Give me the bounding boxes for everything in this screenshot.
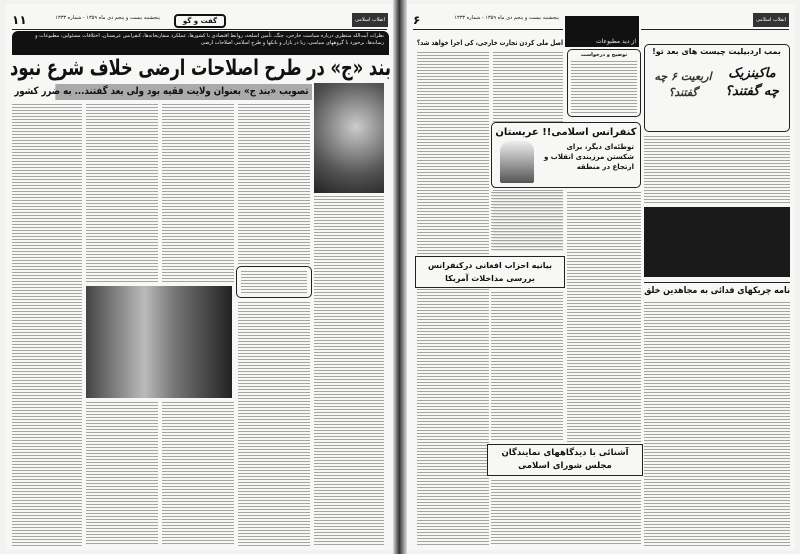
body-text-column — [238, 104, 310, 264]
afghan-statement-title: بیانیه احزاب افغانی درکنفرانس بررسی مداخلات آمریکا — [427, 261, 553, 283]
majlis-box — [487, 444, 643, 476]
afghan-statement-box — [415, 256, 565, 288]
conference-subtitle: توطئه‌ای دیگر، برای شکستن مرزبندی انقلاب و ارتجاع در منطقه — [544, 143, 634, 171]
body-text-column — [238, 302, 310, 546]
fedai-letter-title: نامه چریکهای فدائی به مجاهدین خلق — [644, 286, 790, 296]
clarification-box — [567, 49, 641, 117]
body-text-column — [314, 196, 384, 546]
section-label: گفت و گو — [174, 14, 226, 28]
issue-date: پنجشنبه بیست و پنجم دی ماه ۱۳۵۹ - شماره ۱۳۳۳ — [55, 15, 160, 21]
conference-title: کنفرانس اسلامی!! عربستان — [495, 127, 637, 138]
body-text-column — [491, 480, 641, 546]
cartoon-box — [644, 44, 790, 132]
clarification-title: توضیح و درخواست — [580, 52, 628, 58]
page-number: ۶ — [413, 13, 421, 27]
article-title-foreign-trade: اصل ملی کردن تجارت خارجی، کی اجرا خواهد شد؟ — [416, 39, 563, 47]
cartoon-banner: بمب اردبیلیت چیست های بعد تو! — [652, 47, 781, 56]
summary-banner: نظرات آیت‌الله منتظری درباره سیاست خارجی، جنگ، تأمین اسلحه، روابط اقتصادی با کشورها، عملکرد سفارتخانه‌ها، کنفرانس عربستان، اختلافات مسئولین، مطبوعات و رسانه‌ها، برخورد با گروههای سیاسی، ربا در بازار و بانکها و طرح اسلامی اصلاحات ارضی — [12, 31, 389, 55]
body-text-column — [241, 271, 307, 293]
page-gutter — [393, 0, 407, 554]
portrait-photo — [314, 83, 384, 193]
page-number: ۱۱ — [12, 13, 27, 27]
pull-quote-box — [236, 266, 312, 298]
section-label: از دید مطبوعات — [565, 16, 639, 47]
body-text-column — [86, 104, 158, 284]
body-text-column — [571, 61, 637, 113]
dark-photo — [644, 207, 790, 277]
body-text-column — [86, 402, 158, 546]
meeting-photo — [86, 286, 232, 398]
majlis-title: آشنائی با دیدگاههای نمایندگان مجلس شورای اسلامی — [501, 448, 629, 471]
body-text-column — [162, 402, 234, 546]
cartoon-text-2: اربعیت ۶ چه گفتند؟ — [654, 70, 712, 99]
newspaper-logo: انقلاب اسلامی — [753, 13, 789, 27]
left-page — [6, 4, 393, 550]
kaaba-illustration-icon — [500, 141, 534, 183]
conference-box — [491, 122, 641, 188]
issue-date: پنجشنبه بیست و پنجم دی ماه ۱۳۵۹ - شماره ۱۳۳۳ — [454, 15, 559, 21]
body-text-column — [491, 292, 563, 442]
cartoon-text-1: ماکینزیک چه گفتند؟ — [725, 66, 779, 99]
body-text-column — [644, 302, 790, 546]
right-page — [407, 4, 795, 550]
subheadline: تصویب «بند ج» بعنوان ولایت فقیه بود ولی بعد گفتند... به ضرر کشور — [55, 84, 312, 100]
body-text-column — [644, 136, 790, 204]
main-headline: بند «ج» در طرح اصلاحات ارضی خلاف شرع نبود — [10, 56, 392, 81]
body-text-column — [417, 52, 489, 546]
header-rule — [12, 29, 387, 30]
body-text-column — [491, 192, 563, 252]
body-text-column — [162, 104, 234, 284]
body-text-column — [12, 104, 82, 546]
newspaper-logo: انقلاب اسلامی — [352, 13, 388, 27]
body-text-column — [567, 192, 641, 442]
